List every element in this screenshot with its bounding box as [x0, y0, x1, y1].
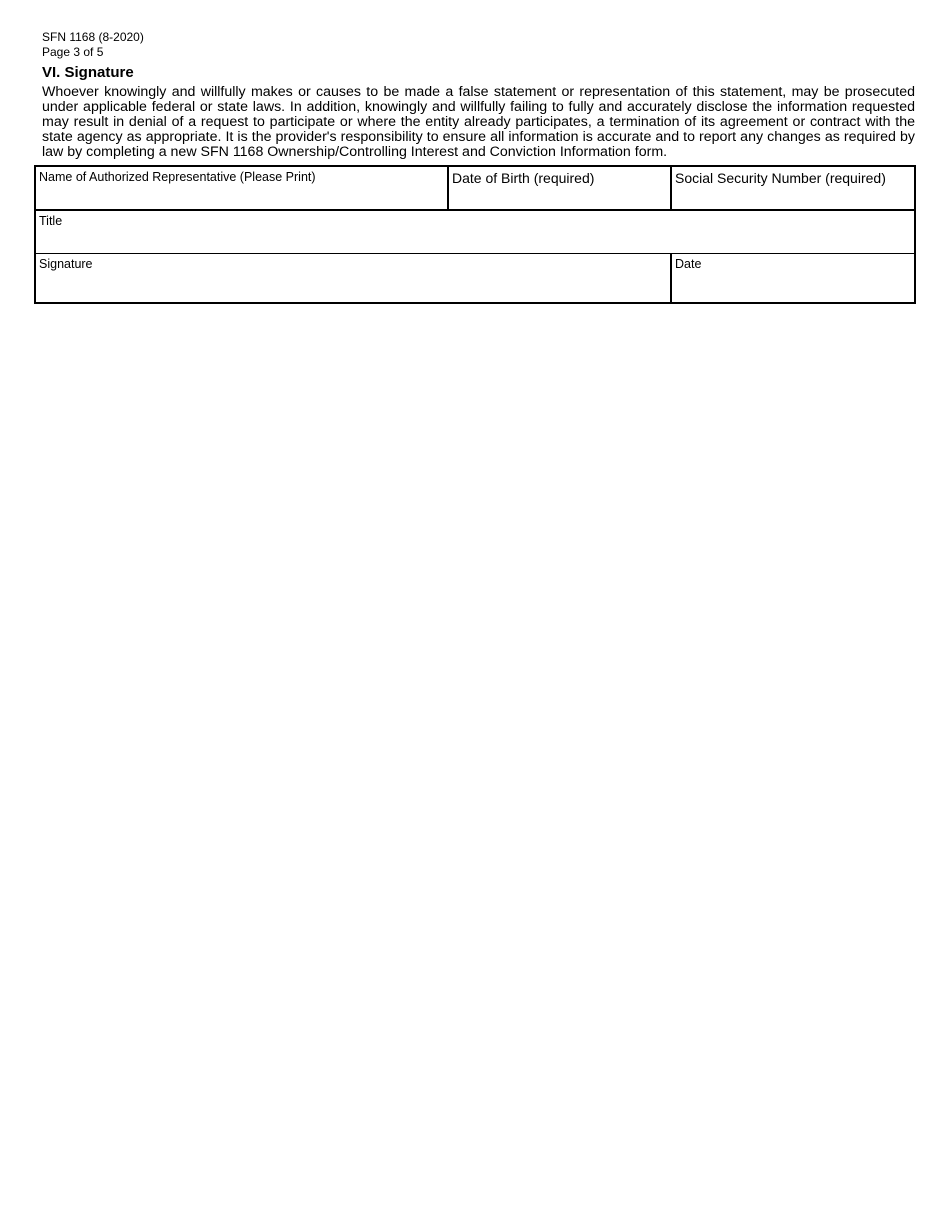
title-cell[interactable] — [35, 210, 915, 254]
title-label: Title — [39, 214, 63, 228]
ssn-cell[interactable] — [671, 166, 915, 210]
representative-name-label: Name of Authorized Representative (Please Print) — [39, 170, 316, 184]
date-of-birth-input[interactable] — [452, 187, 667, 205]
form-number: SFN 1168 (8-2020) — [42, 30, 144, 44]
table-row — [35, 254, 915, 304]
ssn-input[interactable] — [675, 187, 911, 205]
date-of-birth-cell[interactable] — [448, 166, 671, 210]
signature-input[interactable] — [39, 272, 667, 290]
section-title: VI. Signature — [42, 64, 134, 81]
page-indicator: Page 3 of 5 — [42, 45, 104, 59]
signature-cell[interactable] — [35, 254, 671, 304]
date-of-birth-label: Date of Birth (required) — [452, 170, 595, 186]
date-cell[interactable] — [671, 254, 915, 304]
signature-table — [34, 165, 916, 304]
table-row — [35, 166, 915, 210]
legal-statement: Whoever knowingly and willfully makes or causes to be made a false statement or representation of this statement, may be prosecuted under applicable federal or state laws. In addition, knowingly and willfully failing to fully and accurately disclose the information requested may result in denial of a request to participate or where the entity already participates, a termination of its agreement or contract with the state agency as appropriate. It is the provider's responsibility to ensure all information is accurate and to report any changes as required by law by completing a new SFN 1168 Ownership/Controlling Interest and Conviction Information form. — [42, 84, 915, 160]
table-row — [35, 210, 915, 254]
representative-name-cell[interactable] — [35, 166, 448, 210]
form-identifier — [42, 30, 144, 60]
ssn-label: Social Security Number (required) — [675, 170, 886, 186]
signature-label: Signature — [39, 257, 93, 271]
representative-name-input[interactable] — [39, 185, 444, 203]
date-label: Date — [675, 257, 702, 271]
date-input[interactable] — [675, 272, 911, 290]
title-input[interactable] — [39, 229, 911, 247]
